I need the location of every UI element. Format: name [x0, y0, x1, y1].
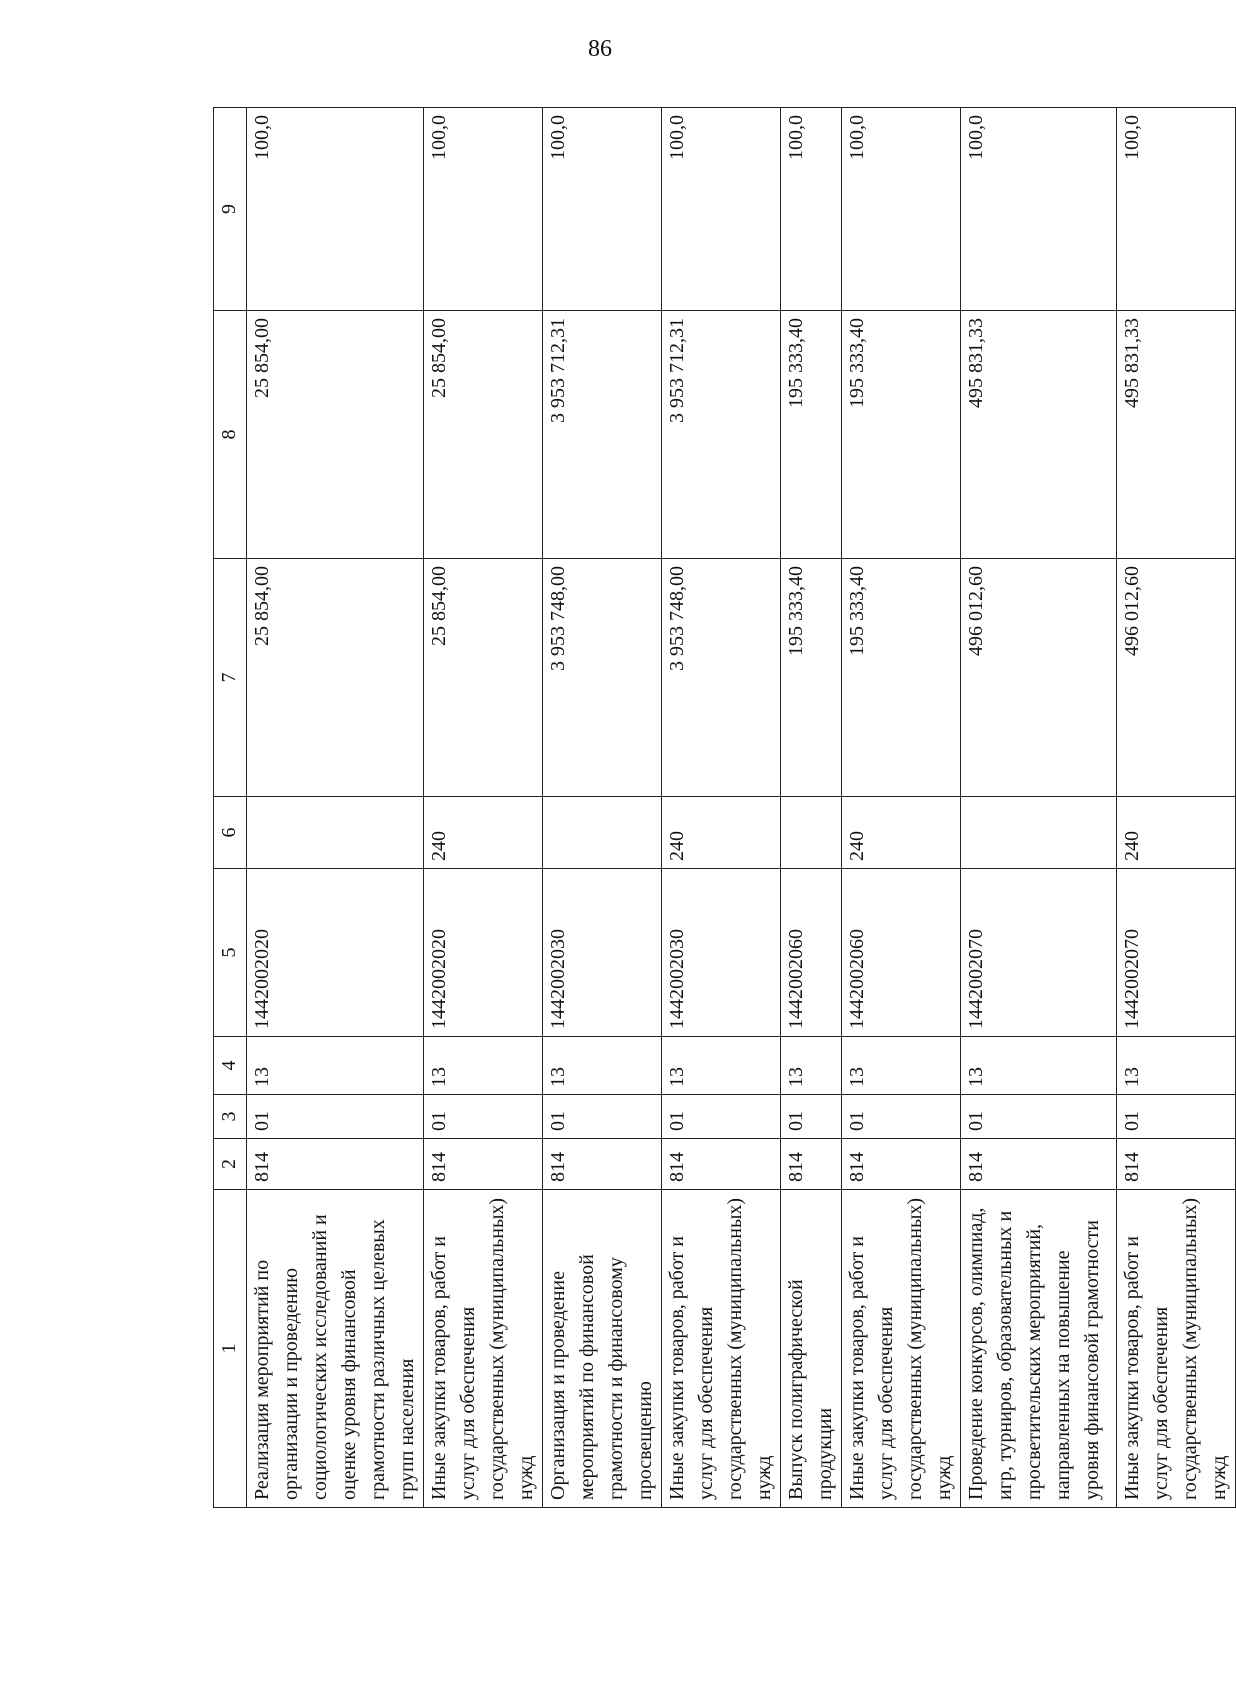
table-cell-col-8: 25 854,00 [424, 311, 543, 559]
table-cell-col-9: 100,0 [842, 108, 961, 311]
table-cell-col-9: 100,0 [961, 108, 1117, 311]
table-cell-col-6 [781, 797, 842, 869]
table-cell-col-2: 814 [781, 1139, 842, 1190]
column-header: 2 [214, 1139, 247, 1190]
table-cell-col-6: 240 [842, 797, 961, 869]
table-cell-col-1: Реализация мероприятий по организации и проведению социологических исследований и оценке уровня финансовой грамотности различных целевых групп населения [247, 1190, 424, 1508]
column-header: 7 [214, 559, 247, 797]
table-cell-col-9: 100,0 [247, 108, 424, 311]
table-cell-col-1: Организация и проведение мероприятий по финансовой грамотности и финансовому просвещению [543, 1190, 662, 1508]
table-cell-col-7: 25 854,00 [247, 559, 424, 797]
table-cell-col-4: 13 [662, 1037, 781, 1095]
table-cell-col-8: 195 333,40 [781, 311, 842, 559]
table-cell-col-6: 240 [1117, 797, 1236, 869]
table-cell-col-1: Проведение конкурсов, олимпиад, игр, турниров, образовательных и просветительских мероприятий, направленных на повышение уровня финансовой грамотности [961, 1190, 1117, 1508]
column-header: 6 [214, 797, 247, 869]
table-row [781, 108, 842, 1508]
table-cell-col-3: 01 [662, 1095, 781, 1139]
table-cell-col-2: 814 [543, 1139, 662, 1190]
table-cell-col-5: 1442002030 [543, 869, 662, 1037]
table-cell-col-1: Иные закупки товаров, работ и услуг для обеспечения государственных (муниципальных) нужд [842, 1190, 961, 1508]
table-cell-col-4: 13 [424, 1037, 543, 1095]
table-cell-col-8: 25 854,00 [247, 311, 424, 559]
table-cell-col-6 [961, 797, 1117, 869]
rotated-table-container [213, 108, 1230, 1508]
table-cell-col-8: 3 953 712,31 [543, 311, 662, 559]
table-cell-col-5: 1442002030 [662, 869, 781, 1037]
table-cell-col-5: 1442002070 [961, 869, 1117, 1037]
table-cell-col-4: 13 [842, 1037, 961, 1095]
table-cell-col-9: 100,0 [424, 108, 543, 311]
table-cell-col-8: 495 831,33 [1117, 311, 1236, 559]
table-cell-col-7: 3 953 748,00 [662, 559, 781, 797]
column-header: 4 [214, 1037, 247, 1095]
table-cell-col-4: 13 [247, 1037, 424, 1095]
table-cell-col-5: 1442002060 [842, 869, 961, 1037]
table-cell-col-2: 814 [842, 1139, 961, 1190]
table-row [662, 108, 781, 1508]
table-cell-col-9: 100,0 [662, 108, 781, 311]
column-header: 8 [214, 311, 247, 559]
table-cell-col-6: 240 [662, 797, 781, 869]
table-cell-col-5: 1442002070 [1117, 869, 1236, 1037]
column-header: 3 [214, 1095, 247, 1139]
table-cell-col-8: 3 953 712,31 [662, 311, 781, 559]
table-cell-col-2: 814 [662, 1139, 781, 1190]
table-cell-col-3: 01 [781, 1095, 842, 1139]
table-row [1117, 108, 1236, 1508]
table-cell-col-7: 3 953 748,00 [543, 559, 662, 797]
table-row [424, 108, 543, 1508]
table-cell-col-7: 496 012,60 [1117, 559, 1236, 797]
table-cell-col-3: 01 [247, 1095, 424, 1139]
table-cell-col-6 [543, 797, 662, 869]
column-header: 1 [214, 1190, 247, 1508]
table-cell-col-5: 1442002020 [424, 869, 543, 1037]
table-cell-col-2: 814 [424, 1139, 543, 1190]
column-header: 9 [214, 108, 247, 311]
table-cell-col-6: 240 [424, 797, 543, 869]
table-row [842, 108, 961, 1508]
table-cell-col-7: 25 854,00 [424, 559, 543, 797]
table-cell-col-8: 495 831,33 [961, 311, 1117, 559]
table-cell-col-4: 13 [543, 1037, 662, 1095]
table-cell-col-7: 496 012,60 [961, 559, 1117, 797]
budget-table [213, 107, 1236, 1508]
table-row [247, 108, 424, 1508]
table-cell-col-2: 814 [961, 1139, 1117, 1190]
table-row [961, 108, 1117, 1508]
column-header: 5 [214, 869, 247, 1037]
table-cell-col-3: 01 [842, 1095, 961, 1139]
table-cell-col-9: 100,0 [543, 108, 662, 311]
table-cell-col-6 [247, 797, 424, 869]
table-cell-col-3: 01 [961, 1095, 1117, 1139]
table-cell-col-5: 1442002060 [781, 869, 842, 1037]
table-cell-col-4: 13 [781, 1037, 842, 1095]
page-number: 86 [588, 36, 612, 62]
table-cell-col-9: 100,0 [781, 108, 842, 311]
table-cell-col-5: 1442002020 [247, 869, 424, 1037]
table-cell-col-1: Иные закупки товаров, работ и услуг для обеспечения государственных (муниципальных) нужд [1117, 1190, 1236, 1508]
table-cell-col-1: Выпуск полиграфической продукции [781, 1190, 842, 1508]
table-cell-col-4: 13 [961, 1037, 1117, 1095]
table-cell-col-3: 01 [543, 1095, 662, 1139]
table-cell-col-8: 195 333,40 [842, 311, 961, 559]
table-cell-col-1: Иные закупки товаров, работ и услуг для обеспечения государственных (муниципальных) нужд [424, 1190, 543, 1508]
table-cell-col-1: Иные закупки товаров, работ и услуг для обеспечения государственных (муниципальных) нужд [662, 1190, 781, 1508]
table-cell-col-3: 01 [424, 1095, 543, 1139]
table-cell-col-7: 195 333,40 [842, 559, 961, 797]
table-cell-col-2: 814 [1117, 1139, 1236, 1190]
table-cell-col-3: 01 [1117, 1095, 1236, 1139]
table-cell-col-9: 100,0 [1117, 108, 1236, 311]
table-cell-col-7: 195 333,40 [781, 559, 842, 797]
table-cell-col-4: 13 [1117, 1037, 1236, 1095]
table-row [543, 108, 662, 1508]
table-cell-col-2: 814 [247, 1139, 424, 1190]
header-row [214, 108, 247, 1508]
